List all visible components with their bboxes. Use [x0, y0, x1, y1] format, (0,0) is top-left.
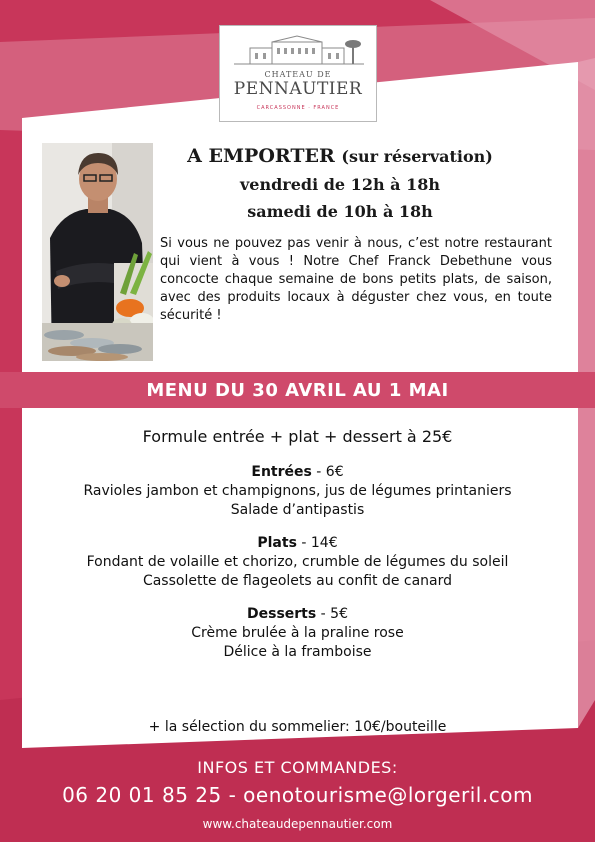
section-price: - 5€: [316, 606, 348, 622]
menu-item: Salade d’antipastis: [230, 502, 365, 518]
menu-section-desserts: [30, 605, 565, 662]
section-name: Entrées: [251, 464, 312, 480]
formula-offer: Formule entrée + plat + dessert à 25€: [142, 427, 453, 446]
takeaway-subtitle: (sur réservation): [341, 147, 493, 166]
footer-infos-label: INFOS ET COMMANDES:: [197, 758, 398, 777]
menu-section-plats: [30, 534, 565, 591]
takeaway-title: A EMPORTER: [187, 145, 335, 167]
logo-line-name: PENNAUTIER: [233, 79, 363, 99]
menu-item: Cassolette de flageolets au confit de canard: [142, 573, 453, 589]
menu-title: MENU DU 30 AVRIL AU 1 MAI: [146, 380, 449, 401]
sommelier-selection: + la sélection du sommelier: 10€/bouteille: [148, 719, 447, 735]
menu-item: Crème brulée à la praline rose: [191, 625, 404, 641]
menu-item: Fondant de volaille et chorizo, crumble de légumes du soleil: [86, 554, 509, 570]
menu-item: Délice à la framboise: [223, 644, 372, 660]
website-link[interactable]: www.chateaudepennautier.com: [202, 817, 393, 831]
menu-item: Ravioles jambon et champignons, jus de légumes printaniers: [83, 483, 512, 499]
chef-photo: [42, 143, 153, 361]
menu-section-entrees: [30, 463, 565, 520]
footer-contact: 06 20 01 85 25 - oenotourisme@lorgeril.com: [62, 783, 533, 807]
chateau-logo: [219, 25, 377, 122]
section-name: Plats: [257, 535, 297, 551]
friday-hours: vendredi de 12h à 18h: [240, 175, 440, 194]
saturday-hours: samedi de 10h à 18h: [247, 202, 433, 221]
takeaway-heading: [160, 145, 520, 167]
intro-paragraph: Si vous ne pouvez pas venir à nous, c’est notre restaurant qui vient à vous ! Notre Chef Franck Debethune vous concocte chaque semaine de bons petits plats, de saison, avec des produits locaux à déguster chez vous, en toute sécurité !: [160, 236, 552, 323]
menu-body: [30, 425, 565, 676]
chateau-building-icon: [234, 34, 364, 68]
section-name: Desserts: [247, 606, 317, 622]
section-price: - 6€: [311, 464, 344, 480]
section-price: - 14€: [296, 535, 338, 551]
logo-line-chateau: CHATEAU DE: [264, 70, 332, 79]
logo-line-location: CARCASSONNE · FRANCE: [256, 105, 340, 111]
